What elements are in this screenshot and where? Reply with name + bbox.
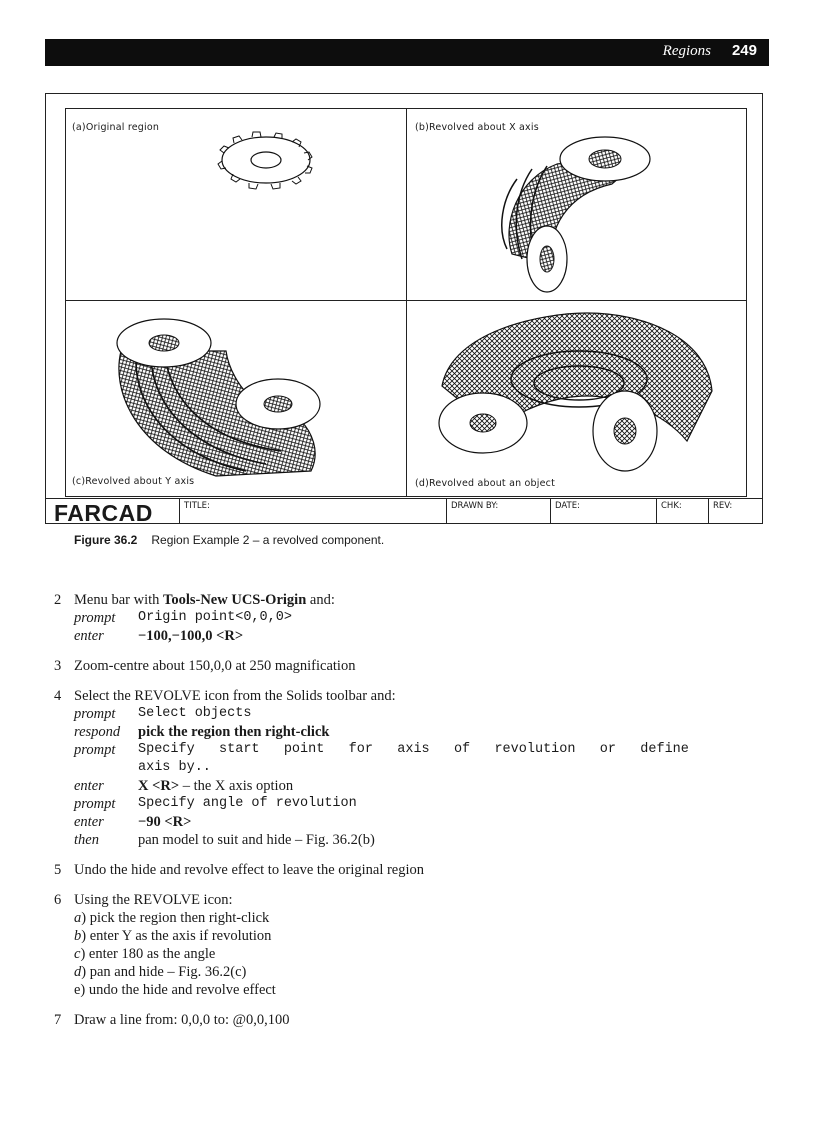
panel-original-region	[66, 109, 407, 301]
step-text: Menu bar with Tools-New UCS-Origin and:	[74, 592, 335, 608]
command-row: respond pick the region then right-click	[74, 724, 330, 740]
date-cell: DATE:	[550, 499, 656, 524]
step-number: 6	[54, 892, 62, 908]
section-title: Regions	[662, 43, 711, 59]
step-number: 4	[54, 688, 62, 704]
step-number: 7	[54, 1012, 62, 1028]
step-text: Undo the hide and revolve effect to leave the original region	[74, 862, 425, 878]
figure-caption-text: Region Example 2 – a revolved component.	[151, 533, 385, 547]
command-row: prompt Select objects	[74, 706, 252, 722]
step-text: Draw a line from: 0,0,0 to: @0,0,100	[74, 1012, 290, 1028]
revolved-y-drawing	[66, 301, 406, 495]
step-4	[54, 687, 754, 849]
step-5	[54, 861, 754, 879]
running-header	[45, 39, 769, 66]
panel-label-c: (c)Revolved about Y axis	[72, 476, 195, 487]
panel-revolved-object	[407, 301, 746, 496]
figure-caption	[74, 533, 384, 547]
command-row: enter −90 <R>	[74, 814, 192, 830]
panel-revolved-y	[66, 301, 407, 496]
rev-cell: REV:	[708, 499, 762, 524]
step-number: 5	[54, 862, 62, 878]
gear-region-drawing	[66, 109, 406, 300]
farcad-logo: FARCAD	[54, 500, 153, 526]
panel-label-a: (a)Original region	[72, 122, 160, 133]
step-text: Select the REVOLVE icon from the Solids toolbar and:	[74, 688, 396, 704]
step-number: 2	[54, 592, 62, 608]
panel-label-d: (d)Revolved about an object	[415, 478, 556, 489]
revolved-object-drawing	[407, 301, 745, 495]
sub-item-d: d) pan and hide – Fig. 36.2(c)	[74, 964, 247, 980]
step-6	[54, 891, 754, 999]
command-row: enter X <R> – the X axis option	[74, 778, 294, 794]
panel-label-b: (b)Revolved about X axis	[415, 122, 539, 133]
command-row: prompt Specify angle of revolution	[74, 796, 357, 812]
figure-frame	[45, 93, 763, 524]
drawn-by-cell: DRAWN BY:	[446, 499, 550, 524]
figure-number: Figure 36.2	[74, 533, 138, 547]
command-row: prompt Specify start point for axis of revolution or define axis by..	[74, 742, 689, 775]
step-number: 3	[54, 658, 62, 674]
command-row: then pan model to suit and hide – Fig. 36.2(b)	[74, 832, 375, 848]
step-text: Zoom-centre about 150,0,0 at 250 magnification	[74, 658, 356, 674]
command-row: prompt Origin point<0,0,0>	[74, 610, 292, 626]
page-number: 249	[731, 42, 757, 59]
sub-item-c: c) enter 180 as the angle	[74, 946, 216, 962]
chk-cell: CHK:	[656, 499, 708, 524]
drawing-area	[65, 108, 747, 497]
command-row: enter −100,−100,0 <R>	[74, 628, 244, 644]
sub-item-e: e) undo the hide and revolve effect	[74, 982, 276, 998]
sub-item-b: b) enter Y as the axis if revolution	[74, 928, 272, 944]
title-block	[46, 498, 762, 524]
step-text: Using the REVOLVE icon:	[74, 892, 233, 908]
title-cell: TITLE:	[179, 499, 446, 524]
step-7	[54, 1011, 754, 1029]
instruction-steps	[54, 591, 754, 1041]
panel-revolved-x	[407, 109, 746, 301]
revolved-x-drawing	[407, 109, 745, 300]
step-3	[54, 657, 754, 675]
sub-item-a: a) pick the region then right-click	[74, 910, 270, 926]
step-2	[54, 591, 754, 645]
